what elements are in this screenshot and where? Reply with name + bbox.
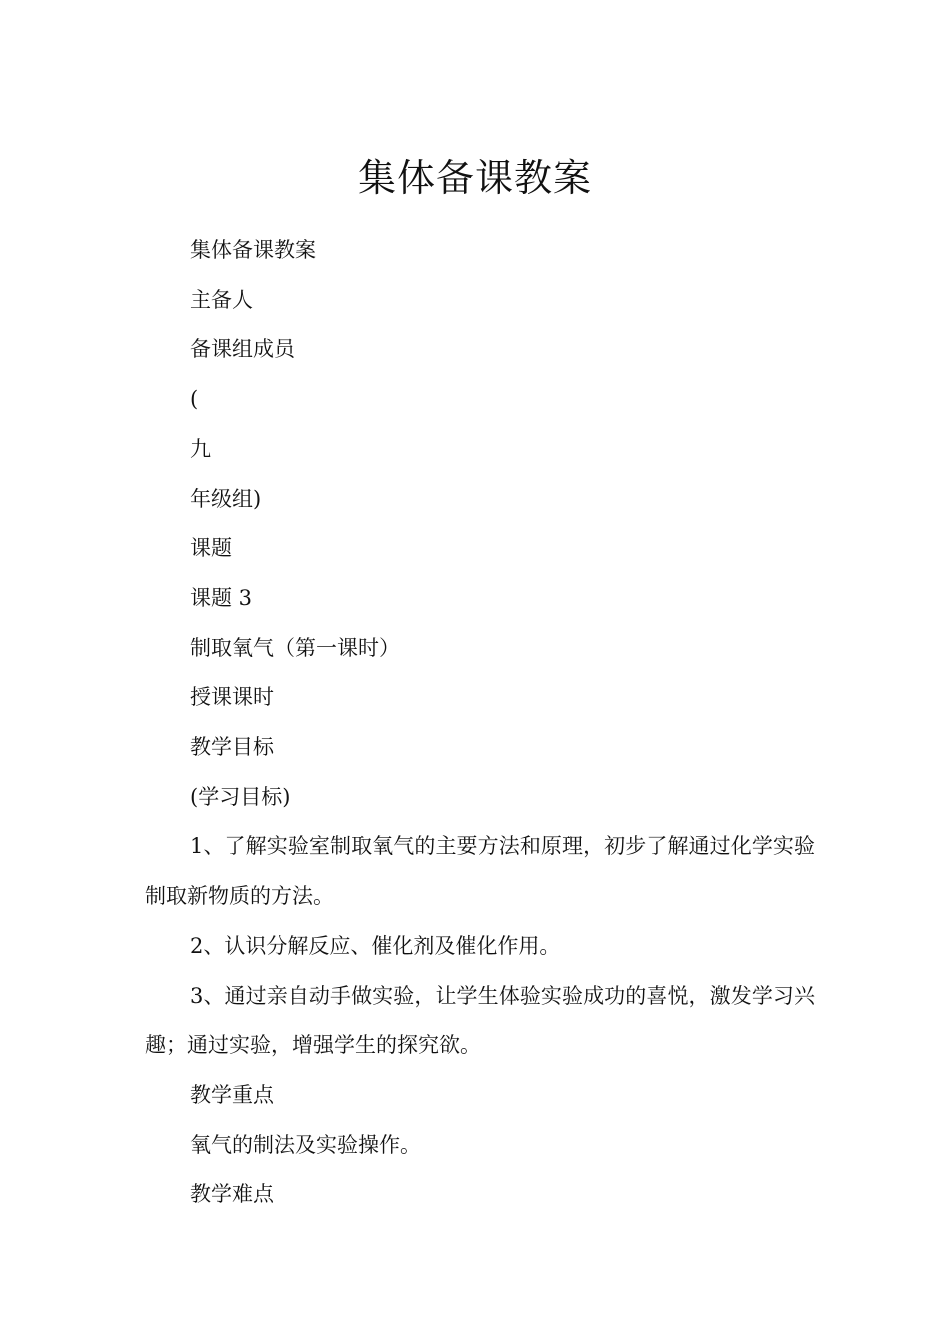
key-points-text: 氧气的制法及实验操作。: [190, 1132, 421, 1157]
header-line-lead-preparer: 主备人: [190, 287, 253, 312]
document-body: [145, 226, 815, 1220]
header-line-teaching-goals: 教学目标: [190, 735, 274, 760]
header-line-class-hours: 授课课时: [190, 685, 274, 710]
header-line-group-members: 备课组成员: [190, 337, 295, 362]
header-line-learning-goals: (学习目标): [190, 784, 291, 809]
objective-paragraph-2: 2、认识分解反应、催化剂及催化作用。: [190, 933, 561, 958]
key-points-heading: 教学重点: [190, 1082, 274, 1107]
difficulties-heading: 教学难点: [190, 1182, 274, 1207]
header-line-grade-group: 年级组): [190, 486, 262, 511]
header-line-paren-open: (: [190, 387, 199, 412]
header-line-grade: 九: [190, 436, 211, 461]
document-title: 集体备课教案: [357, 156, 592, 201]
objective-paragraph-1: 1、了解实验室制取氧气的主要方法和原理，初步了解通过化学实验制取新物质的方法。: [145, 834, 815, 909]
header-line-topic-title: 制取氧气（第一课时）: [190, 635, 400, 660]
header-line-plan-name: 集体备课教案: [190, 238, 316, 262]
header-line-topic-label: 课题: [190, 536, 232, 561]
header-line-topic-number: 课题 3: [190, 585, 253, 610]
objective-paragraph-3: 3、通过亲自动手做实验，让学生体验实验成功的喜悦，激发学习兴趣；通过实验，增强学生的探究欲。: [145, 983, 815, 1058]
